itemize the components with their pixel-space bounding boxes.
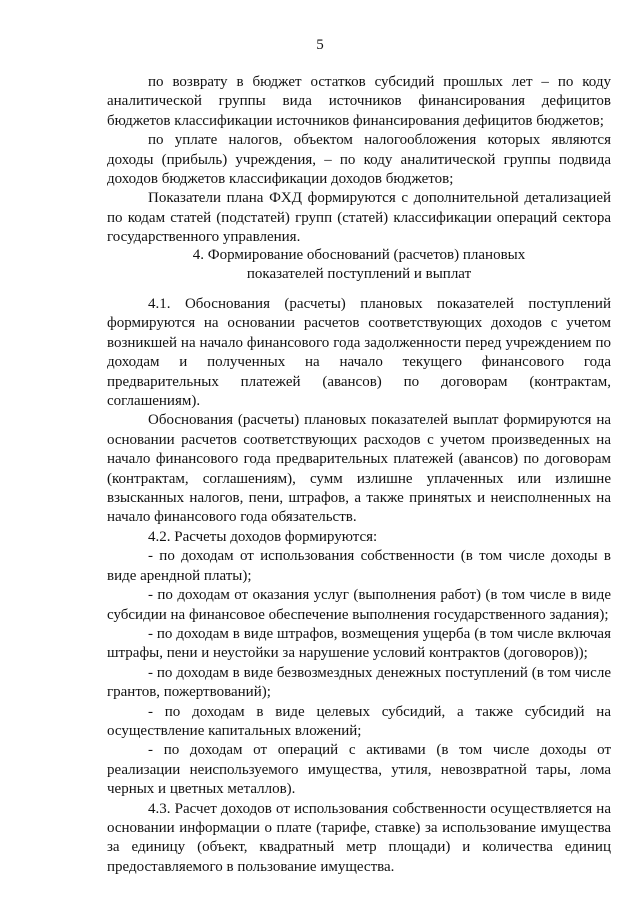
list-item: - по доходам в виде безвозмездных денежных поступлений (в том числе грантов, пожертвований);	[107, 664, 611, 701]
section-body	[107, 295, 611, 877]
intro-block	[107, 73, 611, 248]
list-item: - по доходам от использования собственности (в том числе доходы в виде арендной платы);	[107, 548, 611, 584]
paragraph: по возврату в бюджет остатков субсидий прошлых лет – по коду аналитической группы вида источников финансирования дефицитов бюджетов классификации источников финансирования дефицитов бюджетов;	[107, 74, 611, 129]
paragraph: 4.1. Обоснования (расчеты) плановых показателей поступлений формируются на основании расчетов соответствующих доходов с учетом возникшей на начало финансового года задолженности перед учреждением по доходам и полученных на начало текущего финансового года предварительных платежей (авансов) по договорам (контрактам, соглашениям).	[107, 296, 611, 410]
paragraph: 4.3. Расчет доходов от использования собственности осуществляется на основании информации о плате (тарифе, ставке) за использование имущества за единицу (объект, квадратный метр площади) и количества единиц предоставляемого в пользование имущества.	[107, 800, 611, 875]
list-item: - по доходам от операций с активами (в том числе доходы от реализации неиспользуемого имущества, утиля, невозвратной тары, лома черных и цветных металлов).	[107, 742, 611, 798]
paragraph: Показатели плана ФХД формируются с дополнительной детализацией по кодам статей (подстатей) групп (статей) классификации операций сектора государственного управления.	[107, 190, 611, 246]
list-item: - по доходам в виде целевых субсидий, а также субсидий на осуществление капитальных вложений;	[107, 703, 611, 739]
list-item: - по доходам в виде штрафов, возмещения ущерба (в том числе включая штрафы, пени и неустойки за нарушение условий контрактов (договоров));	[107, 625, 611, 662]
list-item: - по доходам от оказания услуг (выполнения работ) (в том числе в виде субсидии на финансовое обеспечение выполнения государственного задания);	[107, 587, 611, 623]
paragraph: 4.2. Расчеты доходов формируются:	[148, 528, 378, 545]
section-heading-line: 4. Формирование обоснований (расчетов) плановых	[192, 247, 526, 263]
page-number: 5	[316, 37, 324, 53]
section-heading	[107, 246, 611, 285]
paragraph: по уплате налогов, объектом налогообложения которых являются доходы (прибыль) учреждения, – по коду аналитической группы подвида доходов бюджетов классификации доходов бюджетов;	[107, 132, 611, 188]
paragraph: Обоснования (расчеты) плановых показателей выплат формируются на основании расчетов соответствующих расходов с учетом произведенных на начало финансового года предварительных платежей (авансов) по договорам (контрактам, соглашениям), сумм излишне уплаченных или излишне взысканных налогов, пени, штрафов, а также принятых и неисполненных на начало финансового года обязательств.	[107, 412, 611, 526]
section-heading-line: показателей поступлений и выплат	[246, 266, 472, 283]
